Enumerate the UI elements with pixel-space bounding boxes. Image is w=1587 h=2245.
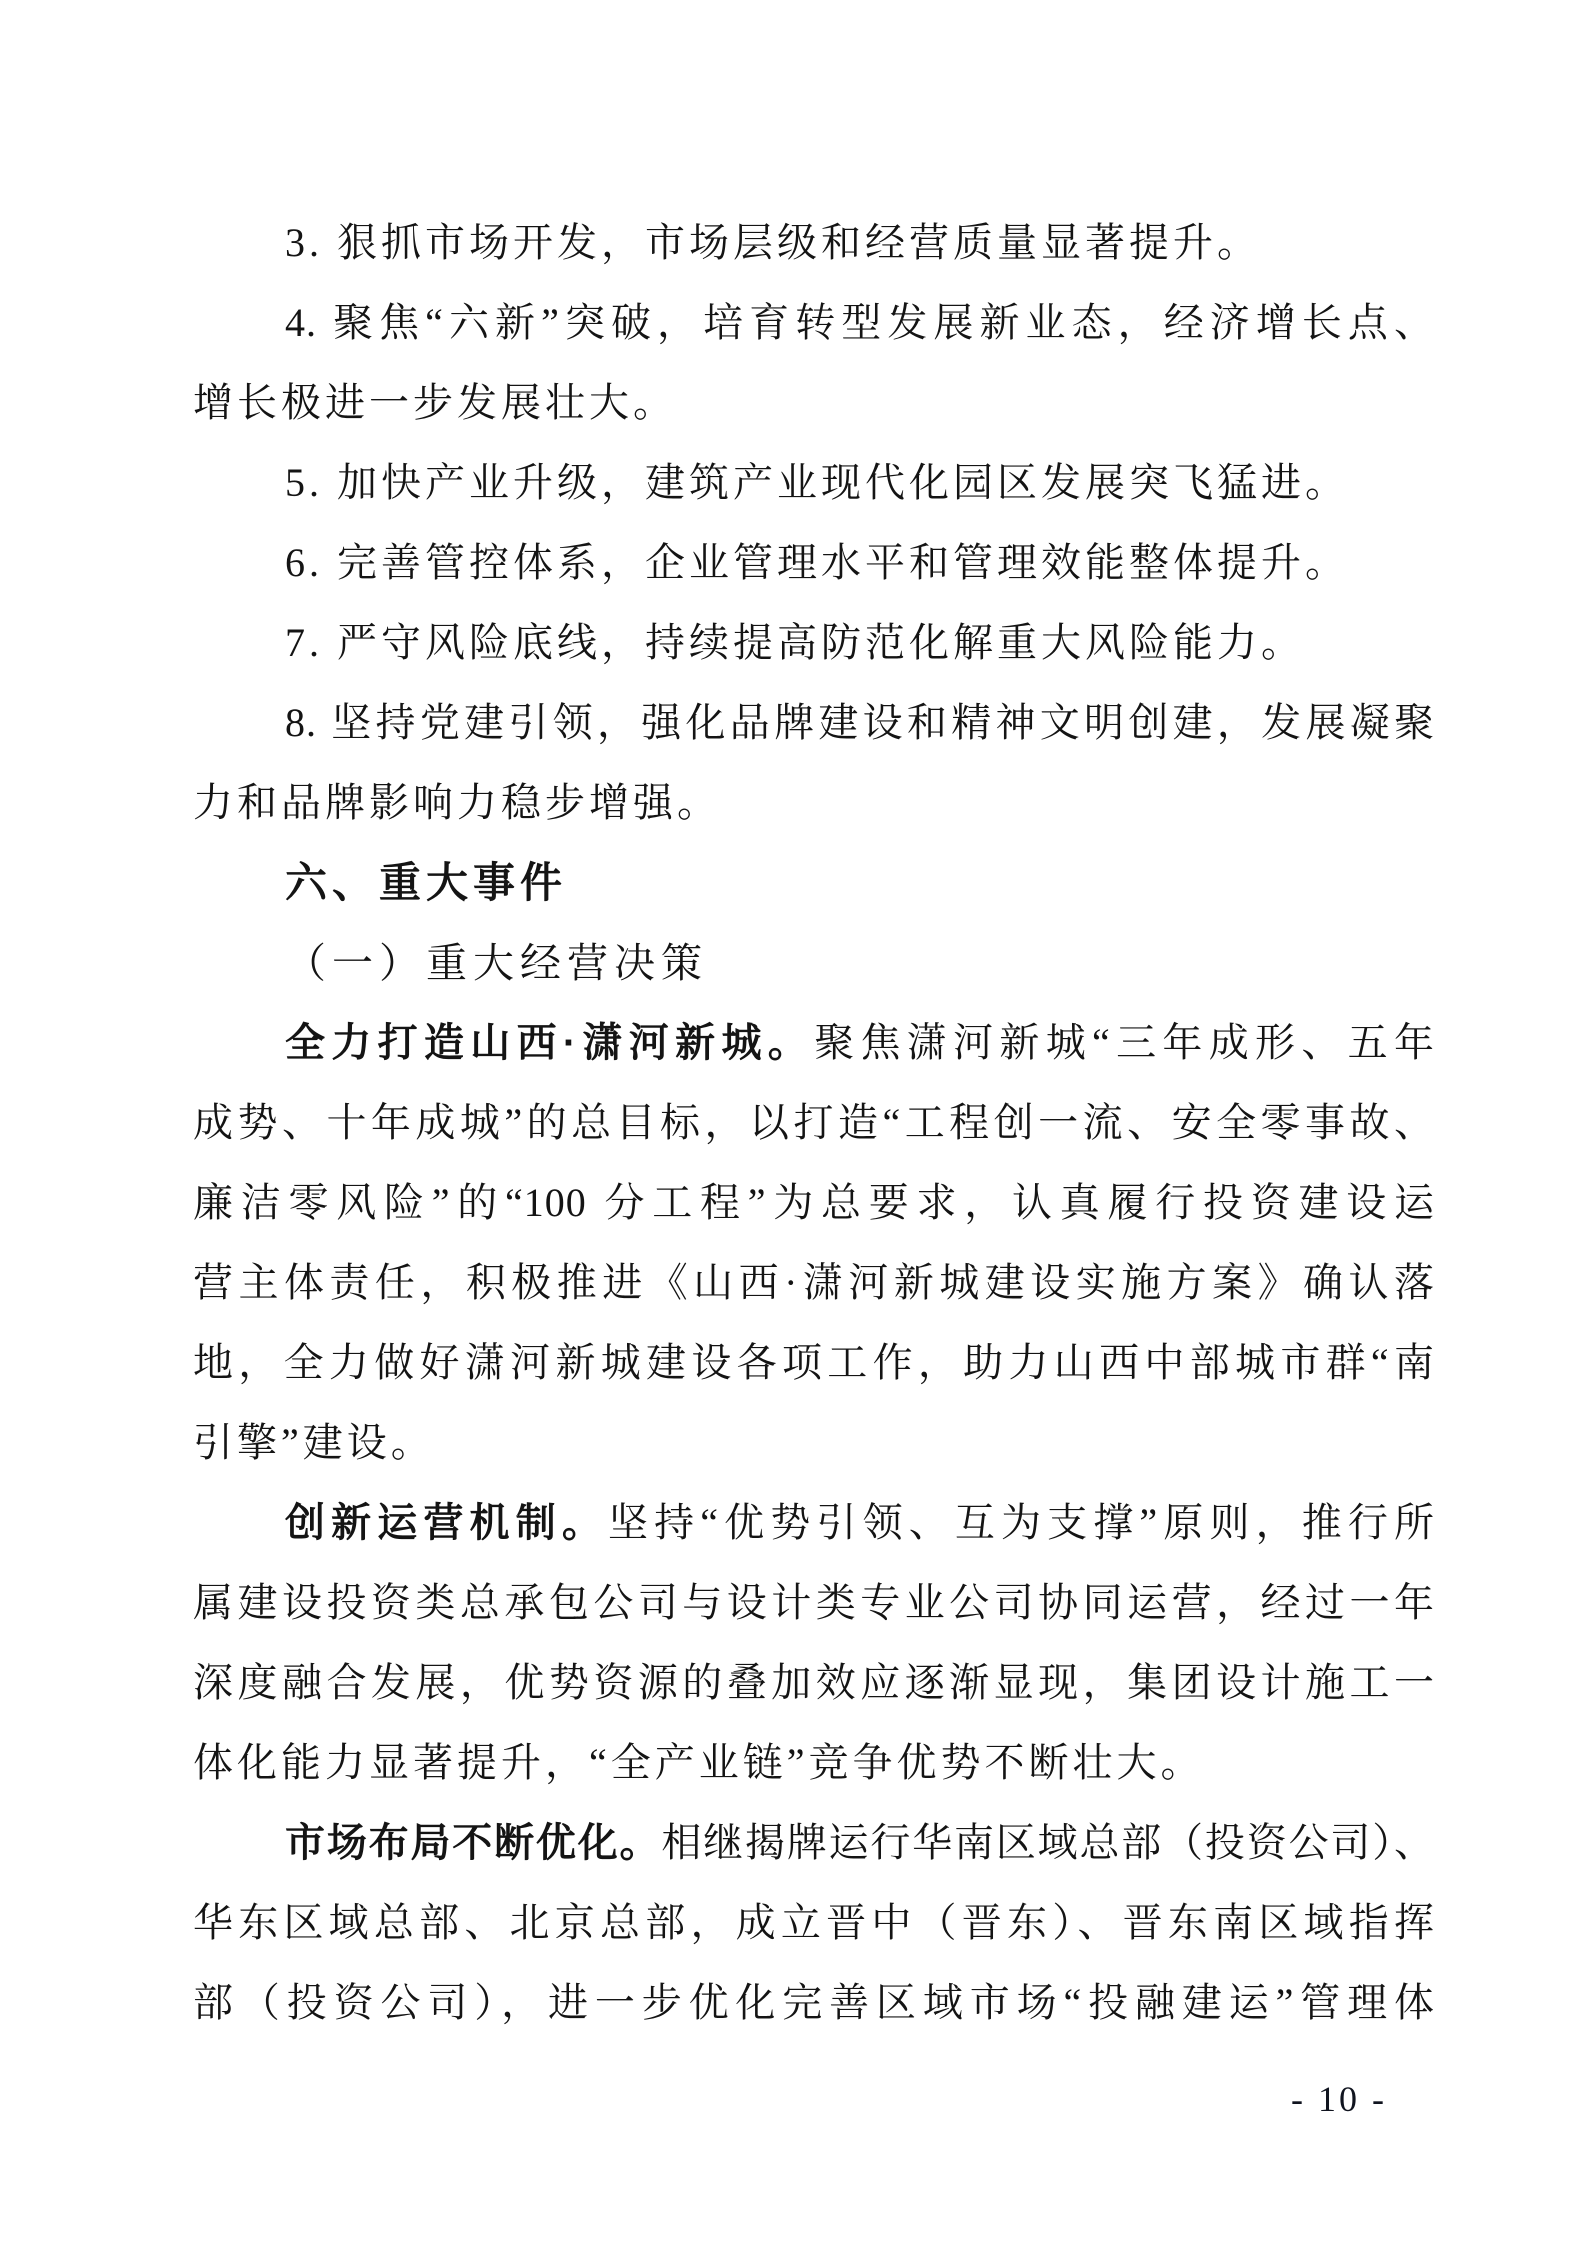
paragraph-lead: 全力打造山西·潇河新城。	[285, 1021, 815, 1065]
page-number: - 10 -	[1291, 2079, 1387, 2119]
paragraph-text: 相继揭牌运行华南区域总部（投资公司）、	[661, 1820, 1435, 1865]
text-line: 成势、十年成城”的总目标，以打造“工程创一流、安全零事故、	[193, 1100, 1435, 1145]
text-line: 深度融合发展，优势资源的叠加效应逐渐显现，集团设计施工一	[193, 1660, 1435, 1705]
text-line: 部（投资公司），进一步优化完善区域市场“投融建运”管理体	[193, 1980, 1435, 2025]
section-heading: 六、重大事件	[285, 859, 568, 906]
paragraph-text: 坚持“优势引领、互为支撑”原则，推行所	[607, 1500, 1435, 1545]
paragraph-lead: 市场布局不断优化。	[285, 1821, 662, 1865]
text-line: 属建设投资类总承包公司与设计类专业公司协同运营，经过一年	[193, 1580, 1435, 1625]
text-line: 廉洁零风险”的“100 分工程”为总要求，认真履行投资建设运	[193, 1180, 1435, 1225]
text-line: 5. 加快产业升级，建筑产业现代化园区发展突飞猛进。	[285, 460, 1349, 505]
text-line: 8. 坚持党建引领，强化品牌建设和精神文明创建，发展凝聚	[285, 700, 1435, 745]
subsection-heading: （一）重大经营决策	[285, 940, 708, 986]
paragraph-lead: 创新运营机制。	[285, 1501, 608, 1545]
text-line: 华东区域总部、北京总部，成立晋中（晋东）、晋东南区域指挥	[193, 1900, 1435, 1945]
text-line: 6. 完善管控体系，企业管理水平和管理效能整体提升。	[285, 540, 1349, 585]
text-line: 体化能力显著提升，“全产业链”竞争优势不断壮大。	[193, 1740, 1205, 1785]
text-line: 3. 狠抓市场开发，市场层级和经营质量显著提升。	[285, 220, 1261, 265]
text-line: 地，全力做好潇河新城建设各项工作，助力山西中部城市群“南	[193, 1340, 1435, 1385]
text-line: 增长极进一步发展壮大。	[193, 380, 677, 425]
text-line: 力和品牌影响力稳步增强。	[193, 780, 721, 825]
text-line	[193, 1483, 1435, 1563]
text-line	[193, 1803, 1435, 1883]
document-body	[193, 203, 1435, 2043]
text-line: 引擎”建设。	[193, 1420, 435, 1465]
text-line: 4. 聚焦“六新”突破，培育转型发展新业态，经济增长点、	[285, 300, 1435, 345]
text-line: 7. 严守风险底线，持续提高防范化解重大风险能力。	[285, 620, 1305, 665]
paragraph-text: 聚焦潇河新城“三年成形、五年	[814, 1020, 1435, 1065]
text-line: 营主体责任，积极推进《山西·潇河新城建设实施方案》确认落	[193, 1260, 1435, 1305]
text-line	[193, 1003, 1435, 1083]
